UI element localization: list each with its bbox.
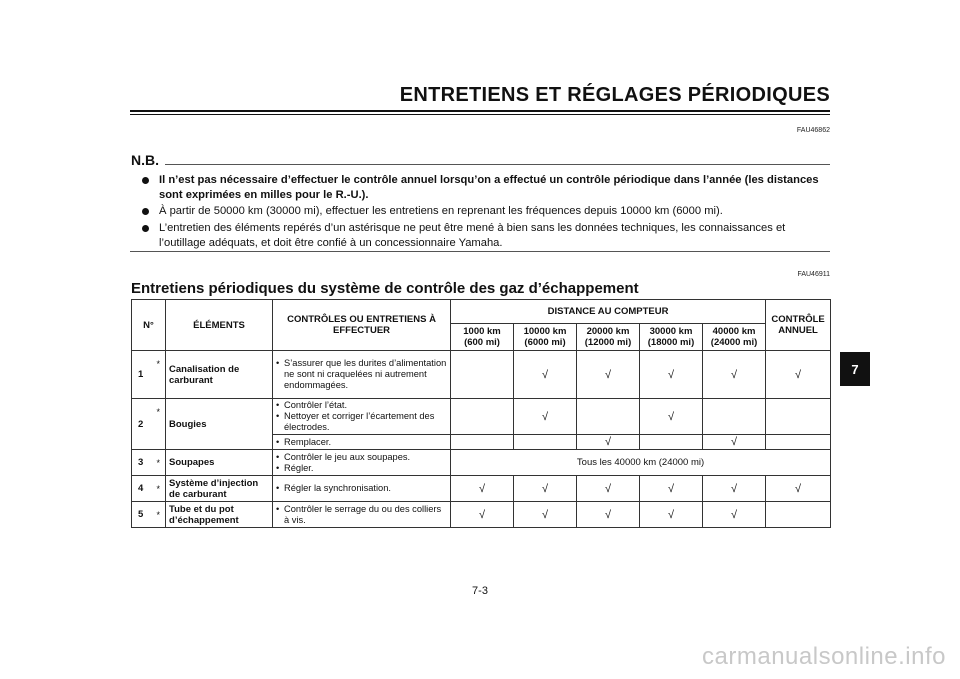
- nb-item: À partir de 50000 km (30000 mi), effectuer les entretiens en reprenant les fréquences depuis 10000 km (6000 mi).: [140, 204, 830, 219]
- task-line: • Contrôler l’état.: [276, 400, 348, 410]
- row-tasks: [273, 435, 451, 450]
- check-cell-empty: [451, 435, 514, 450]
- row-tasks: [273, 476, 451, 502]
- asterisk: *: [152, 502, 166, 528]
- check-cell-empty: [766, 502, 831, 528]
- task-line: • Contrôler le serrage du ou des colliers à vis.: [276, 503, 442, 525]
- check-mark: √: [703, 435, 766, 450]
- header-annual: CONTRÔLE ANNUEL: [766, 300, 831, 351]
- header-checks: CONTRÔLES OU ENTRETIENS À EFFECTUER: [273, 300, 451, 351]
- check-cell-empty: [766, 399, 831, 435]
- nb-rule: [165, 164, 830, 165]
- row-number: 5: [132, 502, 152, 528]
- check-mark: √: [640, 351, 703, 399]
- maintenance-table: [131, 299, 831, 528]
- table-row: [132, 351, 831, 399]
- bullet-icon: [142, 208, 149, 215]
- check-mark: √: [514, 399, 577, 435]
- check-mark: √: [640, 399, 703, 435]
- header-num: N°: [132, 300, 166, 351]
- interval-text: Tous les 40000 km (24000 mi): [451, 450, 831, 476]
- task-line: • Contrôler le jeu aux soupapes.: [276, 451, 411, 462]
- chapter-tab: 7: [840, 352, 870, 386]
- page-title: ENTRETIENS ET RÉGLAGES PÉRIODIQUES: [399, 84, 830, 106]
- header-items: ÉLÉMENTS: [166, 300, 273, 351]
- check-mark: √: [577, 435, 640, 450]
- table-row: [132, 450, 831, 476]
- check-cell-empty: [766, 435, 831, 450]
- header-distance: DISTANCE AU COMPTEUR: [451, 300, 766, 324]
- asterisk: *: [152, 351, 166, 399]
- asterisk: *: [152, 450, 166, 476]
- nb-list: [140, 173, 830, 252]
- table-row: [132, 399, 831, 435]
- check-mark: √: [451, 502, 514, 528]
- row-tasks: [273, 399, 451, 435]
- check-mark: √: [703, 476, 766, 502]
- check-mark: √: [640, 476, 703, 502]
- header-10000km: 10000 km (6000 mi): [514, 324, 577, 351]
- check-cell-empty: [703, 399, 766, 435]
- check-cell-empty: [451, 399, 514, 435]
- bullet-icon: [142, 177, 149, 184]
- reference-code: FAU46862: [796, 127, 830, 134]
- check-cell-empty: [640, 435, 703, 450]
- task-line: • S’assurer que les durites d’alimentation ne sont ni craquelées ni autrement endommagées.: [276, 358, 447, 390]
- asterisk: *: [152, 476, 166, 502]
- row-number: 2: [132, 399, 152, 450]
- check-mark: √: [577, 502, 640, 528]
- check-mark: √: [514, 351, 577, 399]
- asterisk: *: [152, 399, 166, 450]
- header-20000km: 20000 km (12000 mi): [577, 324, 640, 351]
- check-mark: √: [514, 476, 577, 502]
- bullet-icon: [142, 225, 149, 232]
- table-row: [132, 476, 831, 502]
- page-number: 7-3: [472, 585, 488, 597]
- section-reference-code: FAU46911: [797, 271, 830, 278]
- row-number: 3: [132, 450, 152, 476]
- row-item: Tube et du pot d’échappement: [166, 502, 273, 528]
- header-40000km: 40000 km (24000 mi): [703, 324, 766, 351]
- task-line: • Remplacer.: [276, 436, 332, 447]
- row-tasks: [273, 351, 451, 399]
- check-cell-empty: [514, 435, 577, 450]
- title-rule-thin: [130, 114, 830, 115]
- check-mark: √: [703, 502, 766, 528]
- check-mark: √: [577, 476, 640, 502]
- check-mark: √: [766, 351, 831, 399]
- task-line: • Régler.: [276, 462, 314, 473]
- check-mark: √: [514, 502, 577, 528]
- check-mark: √: [640, 502, 703, 528]
- nb-item: Il n’est pas nécessaire d’effectuer le contrôle annuel lorsqu’on a effectué un contrôle périodique dans l’année (les distances sont exprimées en milles pour le R.-U.).: [140, 173, 830, 203]
- row-item: Bougies: [166, 399, 273, 450]
- watermark: carmanualsonline.info: [702, 643, 946, 670]
- check-cell-empty: [577, 399, 640, 435]
- nb-item: L’entretien des éléments repérés d’un astérisque ne peut être mené à bien sans les données techniques, les connaissances et l’outillage adéquats, et doit être confié à un concessionnaire Yamaha.: [140, 221, 830, 251]
- nb-label: N.B.: [131, 152, 159, 168]
- section-title: Entretiens périodiques du système de contrôle des gaz d’échappement: [131, 280, 639, 297]
- header-1000km: 1000 km (600 mi): [451, 324, 514, 351]
- row-number: 4: [132, 476, 152, 502]
- check-mark: √: [766, 476, 831, 502]
- row-tasks: [273, 502, 451, 528]
- task-line: • Nettoyer et corriger l’écartement des électrodes.: [276, 411, 435, 432]
- check-mark: √: [703, 351, 766, 399]
- check-mark: √: [451, 476, 514, 502]
- row-tasks: [273, 450, 451, 476]
- check-cell-empty: [451, 351, 514, 399]
- row-item: Canalisation de carburant: [166, 351, 273, 399]
- row-item: Soupapes: [166, 450, 273, 476]
- check-mark: √: [577, 351, 640, 399]
- table-row: [132, 502, 831, 528]
- row-number: 1: [132, 351, 152, 399]
- task-line: • Régler la synchronisation.: [276, 483, 391, 493]
- title-rule: [130, 110, 830, 112]
- nb-end-rule: [130, 251, 830, 252]
- header-30000km: 30000 km (18000 mi): [640, 324, 703, 351]
- row-item: Système d’injection de carburant: [166, 476, 273, 502]
